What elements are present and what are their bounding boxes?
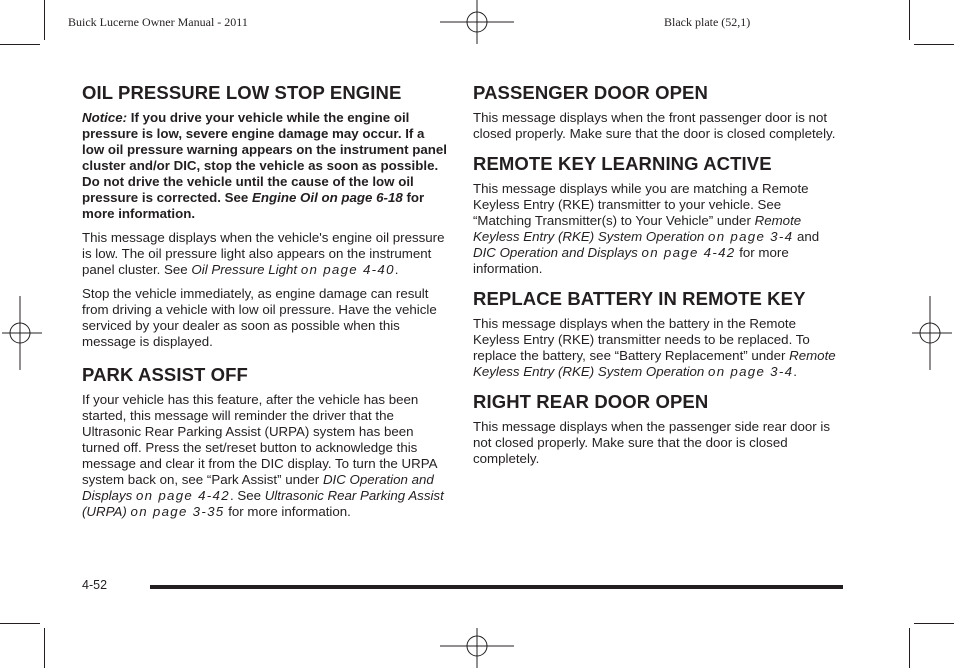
battery-p-text: This message displays when the battery in the Remote Keyless Entry (RKE) transmitter needs to be replaced. To replace the battery, see “Battery Replacement” under: [473, 316, 810, 363]
oil-paragraph-2: Stop the vehicle immediately, as engine damage can result from driving a vehicle with low oil pressure. Have the vehicle serviced by your dealer as soon as possible when this message is displayed.: [82, 286, 437, 349]
link-engine-oil[interactable]: Engine Oil on page 6-18: [252, 190, 403, 205]
running-header-title: Buick Lucerne Owner Manual - 2011: [68, 15, 248, 29]
link-rke-operation-2-page: on page 3-4: [708, 364, 794, 379]
remote-p-tail: for more information.: [473, 245, 789, 276]
rear-door-paragraph: This message displays when the passenger side rear door is not closed properly. Make sure that the door is closed completely.: [473, 419, 830, 466]
registration-mark-left: [2, 296, 42, 370]
oil-p1-text: This message displays when the vehicle's engine oil pressure is low. The oil pressure light also appears on the instrument panel cluster. See: [82, 230, 445, 277]
link-urpa-page: on page 3-35: [130, 504, 225, 519]
park-p-text: If your vehicle has this feature, after the vehicle has been started, this message will reminder the driver that the Ultrasonic Rear Parking Assist (URPA) system has been turned off. Press the set/reset button to acknowledge this message and clear it from the DIC display. To turn the URPA system back on, see “Park Assist” under: [82, 392, 437, 487]
section-park-assist: [82, 364, 448, 520]
link-dic-operation-title: DIC Operation and Displays: [82, 472, 434, 503]
plate-label: Black plate (52,1): [664, 15, 751, 29]
section-heading-remote-key-learning: REMOTE KEY LEARNING ACTIVE: [473, 153, 772, 174]
passenger-paragraph: This message displays when the front passenger door is not closed properly. Make sure that the door is closed completely.: [473, 110, 836, 141]
left-column: [82, 82, 448, 534]
oil-p1-tail: .: [394, 262, 399, 277]
section-replace-battery: [473, 288, 843, 380]
park-p-mid: . See: [229, 488, 261, 503]
registration-mark-right: [912, 296, 952, 370]
link-rke-operation-2-title: Remote Keyless Entry (RKE) System Operation: [473, 348, 836, 379]
link-oil-pressure-light-title: Oil Pressure Light: [191, 262, 298, 277]
link-oil-pressure-light-page: on page 4-40: [300, 262, 395, 277]
link-dic-operation-2-page: on page 4-42: [641, 245, 736, 260]
park-paragraph: [82, 392, 448, 520]
notice-tail: for more information.: [82, 190, 425, 221]
remote-p-and: and: [796, 229, 820, 244]
battery-paragraph: [473, 316, 843, 380]
registration-mark-bottom: [440, 628, 514, 668]
section-heading-oil-pressure: OIL PRESSURE LOW STOP ENGINE: [82, 82, 402, 103]
notice-paragraph: [82, 110, 448, 222]
right-column: [473, 82, 843, 478]
link-oil-pressure-light[interactable]: [191, 262, 394, 277]
oil-paragraph-1: [82, 230, 448, 278]
section-right-rear-door: [473, 391, 843, 467]
link-dic-operation-2-title: DIC Operation and Displays: [473, 245, 638, 260]
section-passenger-door: [473, 82, 843, 142]
battery-p-tail: .: [793, 364, 797, 379]
link-dic-operation-2[interactable]: [473, 245, 736, 260]
page-number: 4-52: [82, 578, 108, 592]
section-remote-key-learning: [473, 153, 843, 277]
link-urpa-title: Ultrasonic Rear Parking Assist (URPA): [82, 488, 444, 519]
link-rke-operation-title: Remote Keyless Entry (RKE) System Operation: [473, 213, 802, 244]
notice-label: Notice:: [82, 110, 128, 125]
link-dic-operation-page: on page 4-42: [135, 488, 230, 503]
section-heading-park-assist: PARK ASSIST OFF: [82, 364, 248, 385]
section-heading-right-rear-door: RIGHT REAR DOOR OPEN: [473, 391, 709, 412]
notice-text: If you drive your vehicle while the engine oil pressure is low, severe engine damage may occur. If a low oil pressure warning appears on the instrument panel cluster and/or DIC, stop the vehicle as soon as possible. Do not drive the vehicle until the cause of the low oil pressure is corrected. See: [82, 110, 447, 205]
remote-p-text: This message displays while you are matching a Remote Keyless Entry (RKE) transmitter to your vehicle. See “Matching Transmitter(s) to Your Vehicle” under: [473, 181, 809, 228]
registration-mark-top: [440, 4, 514, 44]
section-heading-replace-battery: REPLACE BATTERY IN REMOTE KEY: [473, 288, 806, 309]
section-heading-passenger-door: PASSENGER DOOR OPEN: [473, 82, 708, 103]
remote-paragraph: [473, 181, 843, 277]
section-oil-pressure: [82, 82, 448, 350]
link-rke-operation-page: on page 3-4: [708, 229, 794, 244]
footer-rule: [150, 585, 843, 589]
park-p-tail: for more information.: [228, 504, 351, 519]
